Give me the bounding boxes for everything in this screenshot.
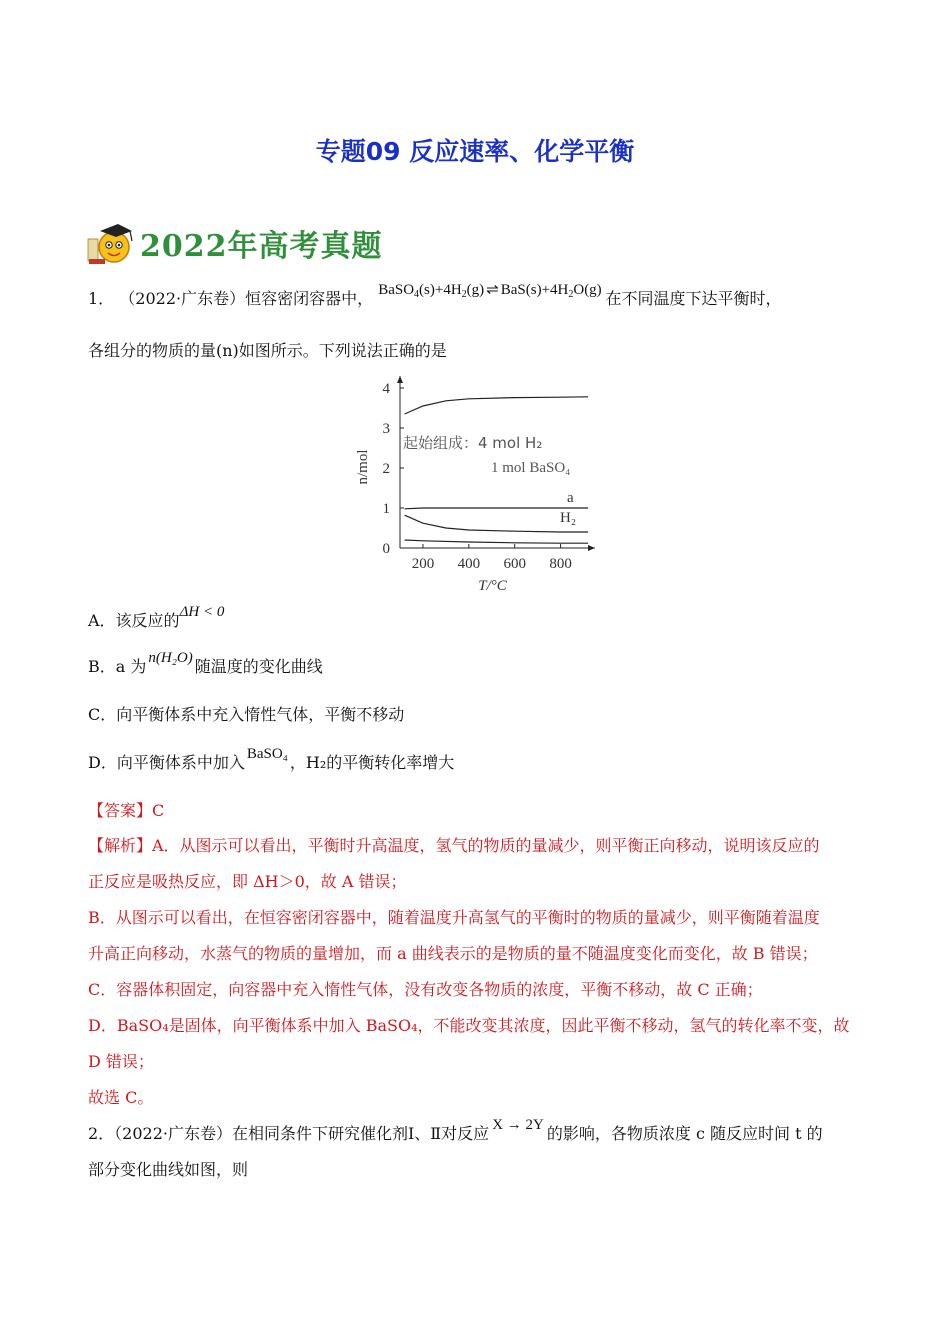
y-tick-label: 0 [382, 541, 390, 557]
series-line-0 [405, 397, 588, 414]
chart-annotation-line2: 1 mol BaSO₄ [491, 460, 571, 476]
q1-option-a: A．该反应的ΔH < 0 [88, 604, 225, 630]
q1-stem-line2: 各组分的物质的量(n)如图所示。下列说法正确的是 [88, 341, 447, 360]
analysis-line: D．BaSO₄是固体，向平衡体系中加入 BaSO₄，不能改变其浓度，因此平衡不移动，氢气的转化率不变，故 [88, 1016, 850, 1035]
q1-stem-end: 在不同温度下达平衡时， [605, 289, 782, 308]
equilibrium-arrow-icon: ⇌ [486, 282, 499, 298]
analysis-line: 【解析】A．从图示可以看出，平衡时升高温度，氢气的物质的量减少，则平衡正向移动，说明该反应的 [88, 836, 820, 855]
analysis-line: 升高正向移动，水蒸气的物质的量增加，而 a 曲线表示的是物质的量不随温度变化而变化，故 B 错误； [88, 944, 818, 963]
y-tick-label: 1 [382, 501, 390, 517]
y-axis-label: n/mol [355, 449, 371, 485]
series-label-a: a [567, 490, 574, 506]
q1-answer: 【答案】C [88, 801, 165, 820]
x-axis-label: T/°C [478, 578, 507, 594]
q1-number: 1． [88, 289, 115, 308]
page-title: 专题09 反应速率、化学平衡 [315, 137, 635, 166]
q1-option-b: B．a 为 n(H₂O) 随温度的变化曲线 [88, 650, 323, 676]
analysis-line: D 错误； [88, 1052, 154, 1071]
series-label-h2: H₂ [560, 510, 577, 526]
analysis-line: B．从图示可以看出，在恒容密闭容器中，随着温度升高氢气的平衡时的物质的量减少，则平衡随着温度 [88, 908, 820, 927]
x-tick-label: 400 [457, 556, 481, 572]
q2-stem-line2: 部分变化曲线如图，则 [88, 1160, 249, 1179]
x-tick-label: 200 [411, 556, 435, 572]
q1-option-d: D．向平衡体系中加入 BaSO₄ ，H₂的平衡转化率增大 [88, 746, 455, 772]
y-tick-label: 3 [382, 421, 390, 437]
q1-option-c: C．向平衡体系中充入惰性气体，平衡不移动 [88, 705, 405, 724]
banner-title: 2022年高考真题 [140, 229, 383, 264]
q2-stem-line1: 2．（2022·广东卷）在相同条件下研究催化剂Ⅰ、Ⅱ对反应 X → 2Y 的影响，各物质浓度 c 随反应时间 t 的 [88, 1117, 823, 1143]
analysis-line: 故选 C。 [88, 1088, 154, 1107]
x-axis-arrow [588, 545, 595, 551]
series-line-1 [405, 508, 588, 509]
analysis-line: 正反应是吸热反应，即 ΔH＞0，故 A 错误； [88, 872, 407, 891]
q1-chart [345, 368, 605, 598]
x-tick-label: 800 [549, 556, 572, 572]
x-tick-label: 600 [503, 556, 526, 572]
section-banner [86, 218, 383, 268]
q1-source: （2022·广东卷）恒容密闭容器中， [119, 289, 374, 308]
q1-stem-line1 [88, 282, 782, 316]
y-tick-label: 4 [382, 381, 390, 397]
series-line-3 [405, 540, 588, 543]
analysis-line: C．容器体积固定，向容器中充入惰性气体，没有改变各物质的浓度，平衡不移动，故 C 正确； [88, 980, 763, 999]
y-axis-arrow [397, 376, 403, 383]
y-tick-label: 2 [382, 461, 390, 477]
chart-annotation-line1: 起始组成：4 mol H₂ [403, 434, 543, 452]
graduate-mascot-icon [86, 219, 138, 267]
q1-equation: $BaSO_4(s)+4H_2(g)$ ⇌ $BaS(s)+4H_2O(g)$ [378, 282, 602, 300]
